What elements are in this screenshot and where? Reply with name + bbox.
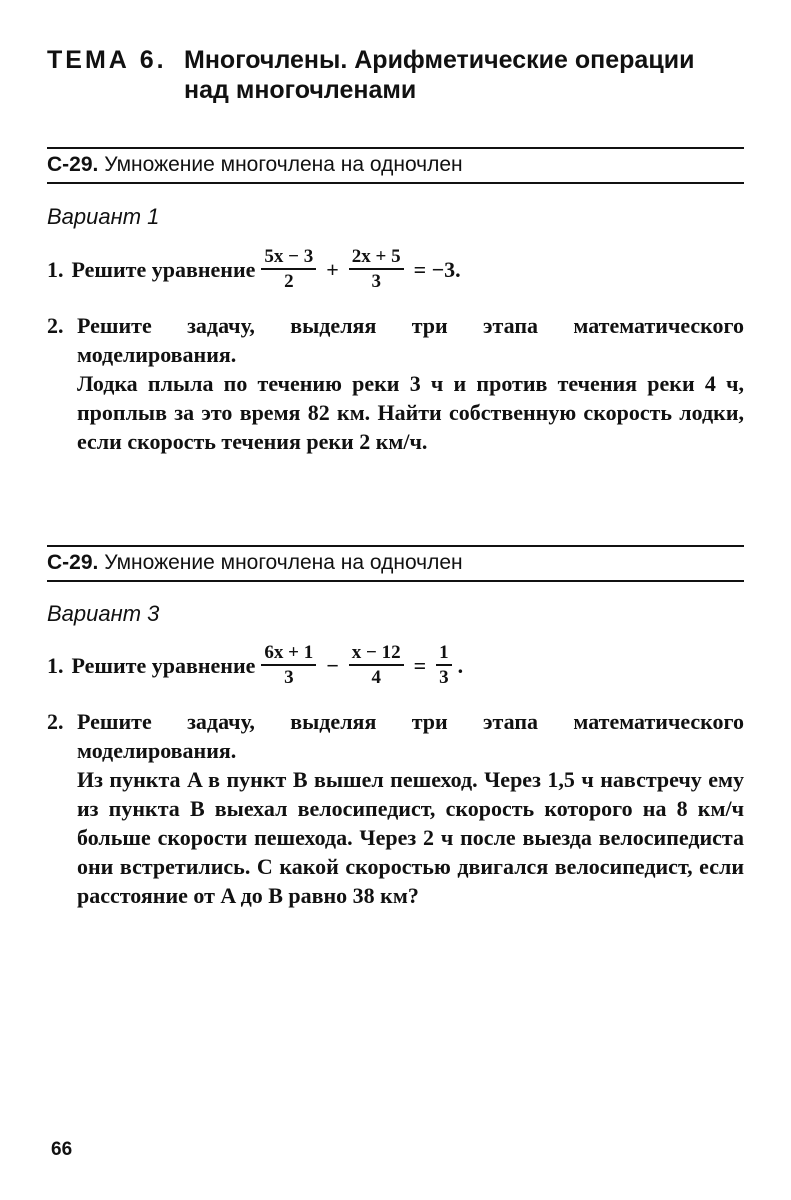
fraction-2 — [349, 642, 404, 688]
section-2-task-2 — [47, 707, 744, 910]
section-1-code: С-29. — [47, 153, 99, 176]
fraction-numerator: 6x + 1 — [261, 642, 316, 666]
section-2-heading — [47, 550, 463, 576]
page-number: 66 — [51, 1139, 73, 1160]
fraction-denominator: 4 — [371, 667, 381, 688]
fraction-1 — [261, 642, 316, 688]
fraction-denominator: 2 — [284, 271, 294, 292]
task-number: 2. — [47, 709, 64, 734]
fraction-2 — [349, 246, 404, 292]
task-prompt: Решите уравнение — [71, 652, 256, 678]
section-2-bottom-rule — [47, 580, 744, 582]
section-1-variant: Вариант 1 — [47, 204, 160, 229]
operator: + — [326, 256, 339, 282]
task-number: 1. — [47, 652, 64, 678]
fraction-denominator: 3 — [371, 271, 381, 292]
operator: − — [326, 652, 339, 678]
topic-label: ТЕМА 6. — [47, 46, 167, 74]
section-2-top-rule — [47, 545, 744, 547]
section-1-title: Умножение многочлена на одночлен — [104, 153, 463, 176]
section-1-task-2 — [47, 311, 744, 456]
fraction-numerator: 5x − 3 — [261, 246, 316, 270]
fraction-numerator: x − 12 — [349, 642, 404, 666]
fraction-numerator: 2x + 5 — [349, 246, 404, 270]
section-1-heading — [47, 152, 463, 178]
fraction-denominator: 3 — [284, 667, 294, 688]
fraction-numerator: 1 — [436, 642, 452, 666]
equation-rhs: = −3. — [413, 256, 461, 282]
section-1-task-1 — [47, 246, 744, 292]
equals-sign: = — [413, 652, 427, 678]
fraction-denominator: 3 — [439, 667, 449, 688]
section-1-bottom-rule — [47, 182, 744, 184]
task-intro: Решите задачу, выделяя три этапа математического моделирования. — [77, 313, 744, 367]
task-number: 2. — [47, 313, 64, 338]
section-2-variant: Вариант 3 — [47, 601, 160, 626]
section-2-title: Умножение многочлена на одночлен — [104, 551, 463, 574]
equation-tail: . — [457, 652, 464, 678]
task-intro: Решите задачу, выделяя три этапа математического моделирования. — [77, 709, 744, 763]
task-number: 1. — [47, 256, 64, 282]
task-prompt: Решите уравнение — [71, 256, 256, 282]
fraction-1 — [261, 246, 316, 292]
section-2-code: С-29. — [47, 551, 99, 574]
fraction-rhs — [436, 642, 452, 688]
section-2-task-1 — [47, 642, 744, 688]
topic-title: Многочлены. Арифметические операции над многочленами — [184, 46, 695, 104]
section-1-top-rule — [47, 147, 744, 149]
task-text: Из пункта A в пункт B вышел пешеход. Через 1,5 ч навстречу ему из пункта B выехал велосипедист, скорость которого на 8 км/ч больше скорости пешехода. Через 2 ч после выезда велосипедиста они встретились. С какой скоростью двигался велосипедист, если расстояние от A до B равно 38 км? — [77, 767, 744, 908]
task-text: Лодка плыла по течению реки 3 ч и против течения реки 4 ч, проплыв за это время 82 км. Найти собственную скорость лодки, если скорость течения реки 2 км/ч. — [77, 371, 744, 454]
